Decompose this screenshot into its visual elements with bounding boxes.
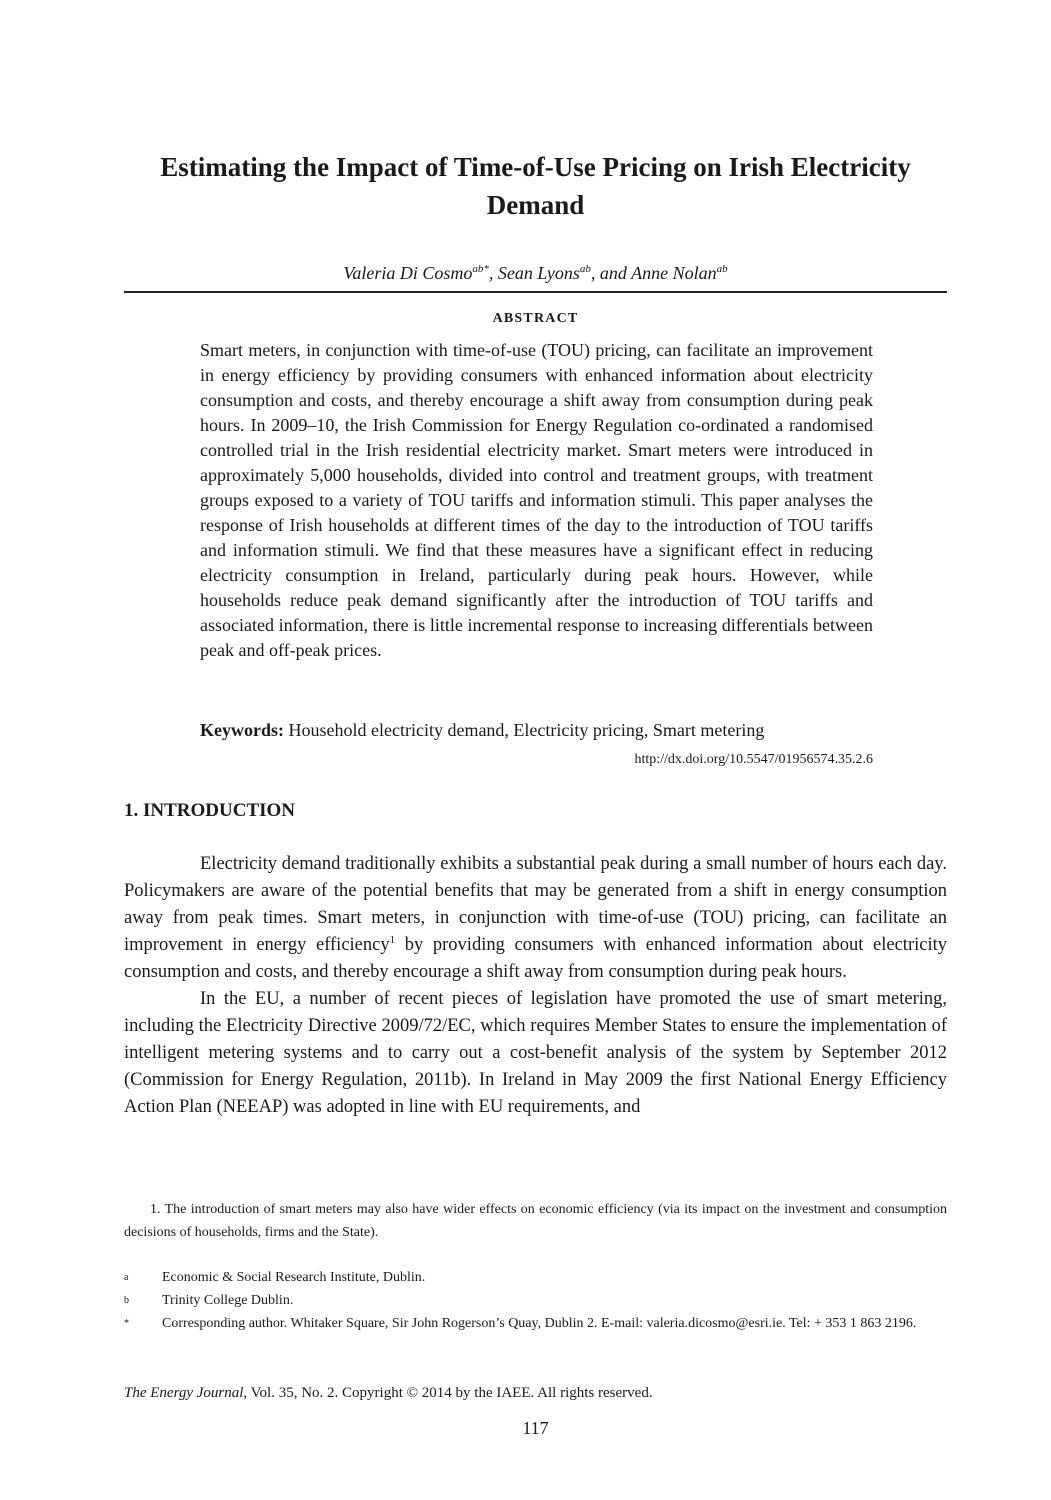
affiliation-item: [124, 1312, 947, 1335]
page-number: 117: [522, 1418, 549, 1438]
paragraph-text: by providing consumers with enhanced information about electricity consumption and costs, and thereby encourage a shift away from consumption during peak hours.: [124, 935, 947, 982]
footnote: [124, 1198, 947, 1244]
body-text: [124, 851, 947, 1121]
footnote-reference[interactable]: 1: [389, 933, 396, 946]
affiliation-item: [124, 1289, 947, 1312]
author-line: [110, 256, 961, 286]
author-name: Anne Nolan: [631, 263, 717, 283]
author-separator: ,: [488, 263, 498, 283]
keywords-line: [200, 717, 873, 743]
affiliation-text: Trinity College Dublin.: [162, 1293, 294, 1308]
body-paragraph: In the EU, a number of recent pieces of legislation have promoted the use of smart metering, including the Electricity Directive 2009/72/EC, which requires Member States to ensure the implementation of intelligent metering systems and to carry out a cost-benefit analysis of the system by September 2012 (Commission for Energy Regulation, 2011b). In Ireland in May 2009 the first National Energy Efficiency Action Plan (NEEAP) was adopted in line with EU requirements, and: [124, 989, 947, 1117]
keywords-list: Household electricity demand, Electricity pricing, Smart metering: [288, 720, 765, 740]
affiliation-item: [124, 1266, 947, 1289]
abstract-text: Smart meters, in conjunction with time-of-use (TOU) pricing, can facilitate an improvement in energy efficiency by providing consumers with enhanced information about electricity consumption and costs, and thereby encourage a shift away from consumption during peak hours. In 2009–10, the Irish Commission for Energy Regulation co-ordinated a randomised controlled trial in the Irish residential electricity market. Smart meters were introduced in approximately 5,000 households, divided into control and treatment groups, with treatment groups exposed to a variety of TOU tariffs and information stimuli. This paper analyses the response of Irish households at different times of the day to the introduction of TOU tariffs and information stimuli. We find that these measures have a significant effect in reducing electricity consumption in Ireland, particularly during peak hours. However, while households reduce peak demand significantly after the introduction of TOU tariffs and associated information, there is little incremental response to increasing differentials between peak and off-peak prices.: [200, 340, 873, 660]
affiliations: [124, 1266, 947, 1335]
abstract-heading: ABSTRACT: [492, 311, 579, 326]
section-heading: 1. INTRODUCTION: [124, 800, 296, 821]
author-separator: , and: [590, 263, 632, 283]
affiliation-text: Economic & Social Research Institute, Dublin.: [162, 1270, 426, 1285]
footnote-text: 1. The introduction of smart meters may also have wider effects on economic efficiency (via its impact on the investment and consumption decisions of households, firms and the State).: [124, 1202, 947, 1240]
author-affiliation-mark: ab: [579, 263, 591, 275]
affiliation-mark: *: [124, 1318, 129, 1329]
paragraph-text: Electricity demand traditionally exhibits a substantial peak during a small number of hours each day. Policymakers are aware of the potential benefits that may be generated from a shift in energy consumption away from peak times. Smart meters, in conjunction with time-of-use (TOU) pricing, can facilitate an improvement in energy efficiency: [124, 854, 947, 955]
journal-details: , Vol. 35, No. 2. Copyright © 2014 by the IAEE. All rights reserved.: [243, 1385, 653, 1401]
journal-citation: [124, 1382, 653, 1404]
author-affiliation-mark: ab*: [472, 263, 489, 275]
author-affiliation-mark: ab: [716, 263, 728, 275]
affiliation-mark: b: [124, 1295, 129, 1306]
doi-link[interactable]: http://dx.doi.org/10.5547/01956574.35.2.6: [634, 752, 873, 767]
header-rule: [124, 291, 947, 293]
affiliation-text: Corresponding author. Whitaker Square, Sir John Rogerson’s Quay, Dublin 2. E-mail: valeria.dicosmo@esri.ie. Tel: + 353 1 863 2196.: [162, 1316, 917, 1331]
affiliation-mark: a: [124, 1272, 129, 1283]
keywords-label: Keywords:: [200, 720, 284, 740]
journal-name: The Energy Journal: [124, 1385, 244, 1401]
author-name: Sean Lyons: [497, 263, 580, 283]
author-name: Valeria Di Cosmo: [343, 263, 473, 283]
body-paragraph: [124, 851, 947, 986]
paper-title: Estimating the Impact of Time-of-Use Pricing on Irish Electricity Demand: [160, 152, 911, 220]
